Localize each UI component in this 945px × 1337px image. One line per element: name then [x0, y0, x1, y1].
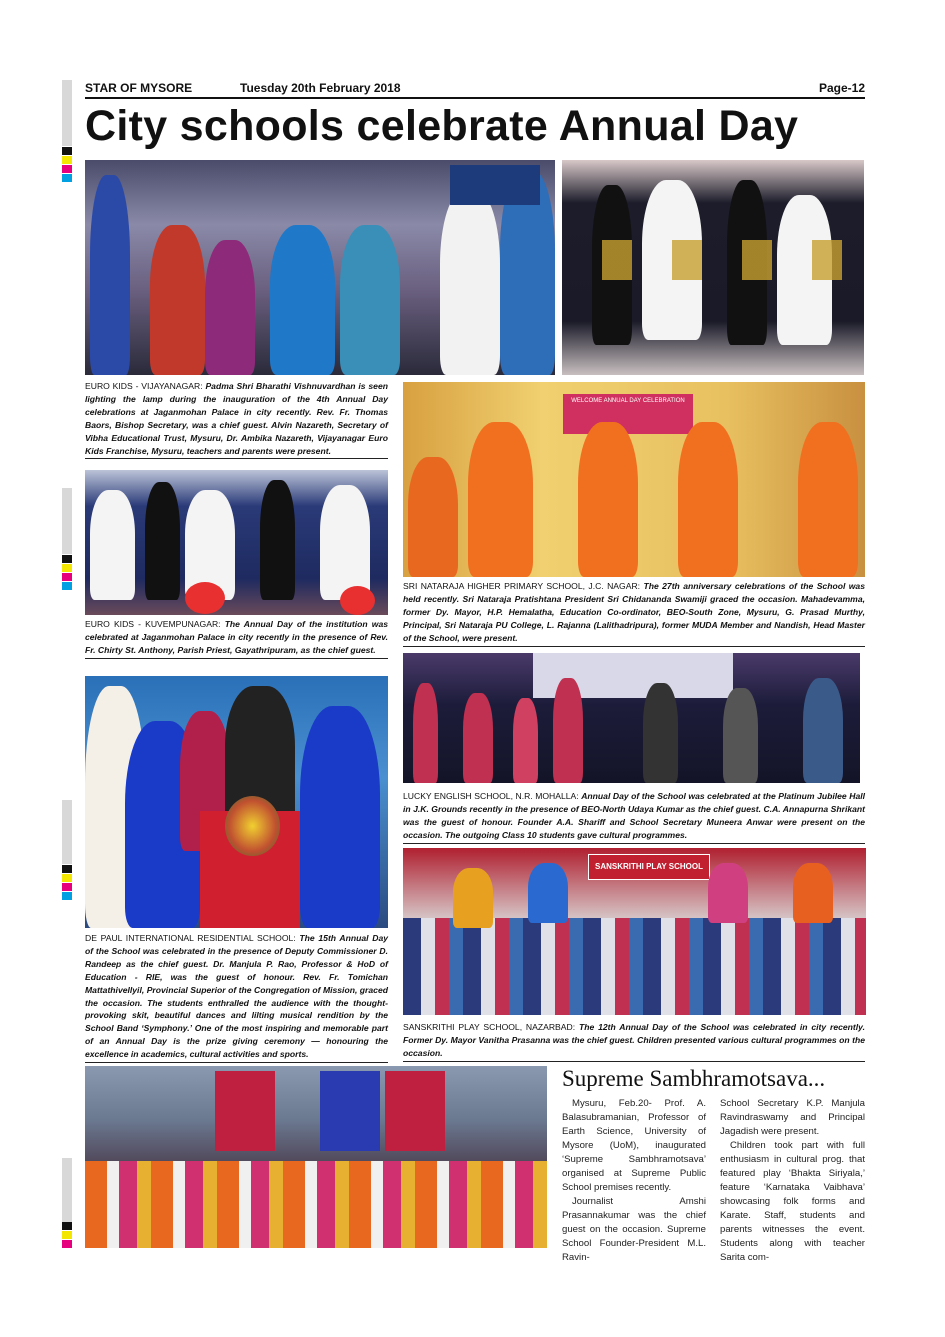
issue-date: Tuesday 20th February 2018: [240, 81, 401, 95]
print-mark: [62, 883, 72, 891]
print-mark: [62, 174, 72, 182]
print-mark: [62, 800, 72, 864]
print-mark: [62, 1240, 72, 1248]
photo-nataraja-dance: [403, 382, 865, 577]
print-mark: [62, 147, 72, 155]
headline: City schools celebrate Annual Day: [85, 102, 799, 150]
photo-sanskrithi-play-school: [403, 848, 866, 1015]
banner: SANSKRITHI PLAY SCHOOL: [588, 854, 710, 880]
print-mark: [62, 573, 72, 581]
article-paragraph: Children took part with full enthusiasm in cultural prog. that featured play ‘Bhakta Siriyala,’ feature ‘Karnataka Vaibhava’ showcasing folk forms and Karate. Staff, students and parents witnesses the event. Students along with teacher Sarita com-: [720, 1140, 865, 1263]
print-mark: [62, 1158, 72, 1222]
page-number: Page-12: [818, 81, 865, 95]
article-column-1: [562, 1097, 706, 1265]
print-mark: [62, 488, 72, 554]
article-paragraph: Mysuru, Feb.20- Prof. A. Balasubramanian, Professor of Earth Science, University of Mysore (UoM), inaugurated ‘Supreme Sambhramotsava’ organised at Supreme Public School premises recently.: [562, 1098, 706, 1193]
print-mark: [62, 555, 72, 563]
banner: WELCOME ANNUAL DAY CELEBRATION: [563, 394, 693, 434]
print-mark: [62, 156, 72, 164]
article-heading: Supreme Sambhramotsava...: [562, 1066, 826, 1091]
photo-supreme-sambhramotsava: [85, 1066, 547, 1248]
print-mark: [62, 1231, 72, 1239]
photo-euro-kids-kuvempunagar: [85, 470, 388, 615]
masthead: [85, 80, 865, 99]
photo-lucky-english-school: [403, 653, 860, 783]
print-mark: [62, 865, 72, 873]
caption-lucky-english-school: LUCKY ENGLISH SCHOOL, N.R. MOHALLA: Annual Day of the School was celebrated at the Platinum Jubilee Hall in J.K. Grounds recently in the presence of BEO-North Udaya Kumar as the chief guest. C.A. Annapurna Shrikant was the guest of honour. Founder A.A. Shariff and School Secretary Muneera Anwar were present on the occasion. The outgoing Class 10 students gave cultural programmes.: [403, 790, 865, 844]
caption-de-paul-school: DE PAUL INTERNATIONAL RESIDENTIAL SCHOOL: The 15th Annual Day of the School was celebrated in the presence of Deputy Commissioner D. Randeep as the chief guest. Dr. Manjula P. Rao, Professor & HoD of Education - RIE, was the guest of honour. Rev. Fr. Tomichan Mattathivellyil, Provincial Superior of the Congregation of Mission, graced the occasion. The students enthralled the audience with the thought-provoking skit, beautiful dances and lilting musical rendition by the School Band ‘Symphony.’ One of the most inspiring and memorable part of an Annual Day is the prize giving ceremony — honouring the excellence in academics, cultural activities and sports.: [85, 932, 388, 1063]
print-mark: [62, 892, 72, 900]
print-mark: [62, 1222, 72, 1230]
article-column-2: [720, 1097, 865, 1265]
print-mark: [62, 80, 72, 146]
caption-euro-kids-kuvempunagar: EURO KIDS - KUVEMPUNAGAR: The Annual Day of the institution was celebrated at Jaganmohan Palace in city recently in the presence of Rev. Fr. Chirty St. Anthony, Parish Priest, Gayathripuram, as the chief guest.: [85, 618, 388, 659]
caption-sanskrithi-play-school: SANSKRITHI PLAY SCHOOL, NAZARBAD: The 12th Annual Day of the School was celebrated in city recently. Former Dy. Mayor Vanitha Prasanna was the chief guest. Children presented various cultural programmes on the occasion.: [403, 1021, 865, 1062]
caption-nataraja-school: SRI NATARAJA HIGHER PRIMARY SCHOOL, J.C. NAGAR: The 27th anniversary celebrations of the School was held recently. Sri Nataraja Pratishtana President Sri Chidananda Swamiji graced the occasion. Mahadevamma, former Dy. Mayor, H.P. Hemalatha, Education Co-ordinator, BEO-South Zone, Mysuru, G. Prasad Murthy, Principal, Sri Nataraja PU College, L. Rajanna (Lalithadripura), former MUDA Member and Nandish, Head Master of the School, were present.: [403, 580, 865, 647]
print-mark: [62, 165, 72, 173]
photo-kids-dance: [562, 160, 864, 375]
print-mark: [62, 582, 72, 590]
article-paragraph: School Secretary K.P. Manjula Ravindraswamy and Principal Jagadish were present.: [720, 1098, 865, 1137]
article-paragraph: Journalist Amshi Prasannakumar was the chief guest on the occasion. Supreme School Founder-President M.L. Ravin-: [562, 1196, 706, 1263]
paper-name: STAR OF MYSORE: [85, 81, 193, 95]
caption-euro-kids-vijayanagar: EURO KIDS - VIJAYANAGAR: Padma Shri Bharathi Vishnuvardhan is seen lighting the lamp during the inauguration of the 4th Annual Day celebrations at Jaganmohan Palace in city recently. Rev. Fr. Thomas Baors, Bishop Secretary, was a chief guest. Alvin Nazareth, Secretary of Vibha Educational Trust, Mysuru, Dr. Ambika Nazareth, Vijayanagar Euro Kids Franchise, Mysuru, teachers and parents were present.: [85, 380, 388, 459]
photo-de-paul-school: [85, 676, 388, 928]
print-mark: [62, 564, 72, 572]
photo-euro-kids-vijayanagar: [85, 160, 555, 375]
print-mark: [62, 874, 72, 882]
